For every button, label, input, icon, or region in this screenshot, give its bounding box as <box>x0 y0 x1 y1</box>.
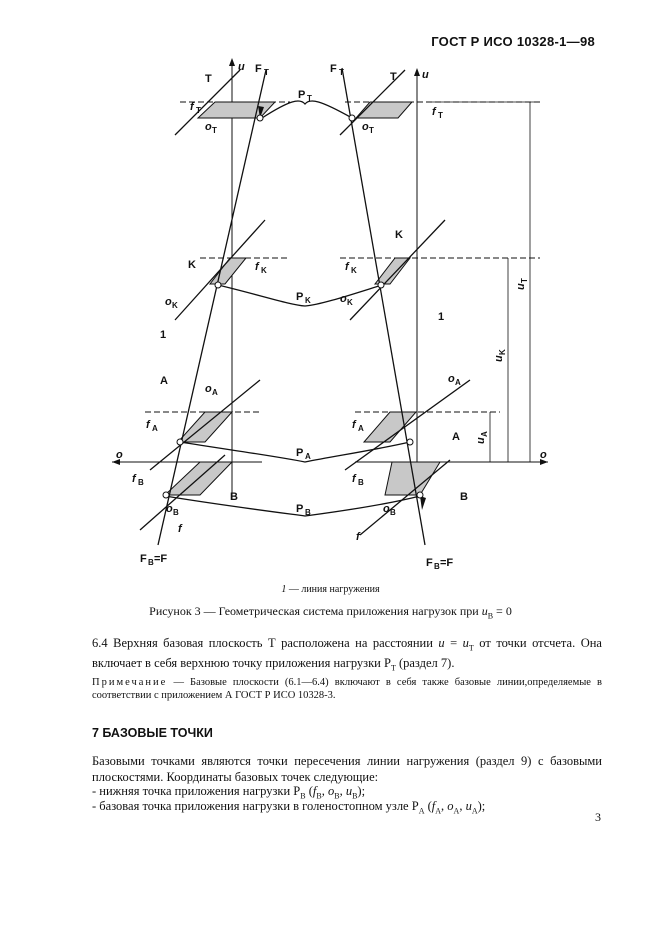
P-B-curve <box>165 496 420 516</box>
label-1-right: 1 <box>438 311 445 323</box>
label-B-right: B <box>460 491 468 503</box>
note: Примечание — Базовые плоскости (6.1—6.4) включают в себя также базовые линии,определяемые в соответствии с приложением А ГОСТ Р ИСО 10328-3. <box>92 677 602 701</box>
svg-text:f: f <box>190 101 194 113</box>
label-FT-right: F <box>330 63 337 75</box>
section-7-text: Базовыми точками являются точки пересечения линии нагружения (раздел 9) с базовыми плоскостями. Координаты базовых точек следующие: <box>92 754 602 784</box>
list-item: - базовая точка приложения нагрузки в голеностопном узле $P_A$ ($f_A$, $o_A$, $u_A$); <box>92 799 486 816</box>
svg-text:f: f <box>352 473 356 485</box>
figure-caption: Рисунок 3 — Геометрическая система приложения нагрузок при $u_B = 0$ <box>149 604 512 621</box>
section-7-title: 7 БАЗОВЫЕ ТОЧКИ <box>92 726 213 740</box>
paragraph-6-4: 6.4 Верхняя базовая плоскость Т расположена на расстоянии $u = u_T$ от точки отсчета. Она включает в себя верхнюю точку приложения нагрузки $P_T$ (раздел 7). <box>92 636 602 673</box>
label-T-right: T <box>390 71 397 83</box>
svg-text:B: B <box>138 478 144 487</box>
label-PT: P <box>298 89 306 101</box>
svg-text:=F: =F <box>154 553 168 565</box>
label-o-left: o <box>116 449 123 461</box>
label-f-left: f <box>178 523 182 535</box>
svg-text:B: B <box>173 508 179 517</box>
label-PB: P <box>296 503 304 515</box>
label-1-left: 1 <box>160 329 167 341</box>
svg-text:T: T <box>520 278 529 283</box>
label-uA: u <box>475 437 487 444</box>
svg-text:f: f <box>146 419 150 431</box>
svg-text:A: A <box>212 388 218 397</box>
plane-A-left <box>178 412 232 442</box>
label-u-right: u <box>422 69 429 81</box>
plane-T-left <box>198 102 275 118</box>
svg-text:B: B <box>148 558 154 567</box>
svg-text:K: K <box>351 266 357 275</box>
svg-text:=F: =F <box>440 557 454 569</box>
label-PA: P <box>296 447 304 459</box>
svg-text:A: A <box>358 424 364 433</box>
svg-text:T: T <box>339 68 344 77</box>
label-PK: P <box>296 291 304 303</box>
svg-text:K: K <box>347 298 353 307</box>
list-item: - нижняя точка приложения нагрузки $P_B$ ($f_B$, $o_B$, $u_B$); <box>92 784 366 801</box>
svg-text:o: o <box>166 503 173 515</box>
document-header: ГОСТ Р ИСО 10328-1—98 <box>431 34 595 49</box>
svg-text:A: A <box>455 378 461 387</box>
svg-text:T: T <box>212 126 217 135</box>
label-A-left: A <box>160 375 168 387</box>
svg-text:o: o <box>362 121 369 133</box>
label-FB-right: F <box>426 557 433 569</box>
svg-text:K: K <box>261 266 267 275</box>
P-A-curve <box>180 442 410 462</box>
svg-text:B: B <box>434 562 440 570</box>
label-uK: u <box>493 355 505 362</box>
svg-text:A: A <box>480 431 489 437</box>
svg-text:f: f <box>432 106 436 118</box>
label-T-left: T <box>205 73 212 85</box>
svg-text:T: T <box>438 111 443 120</box>
svg-text:K: K <box>172 301 178 310</box>
svg-text:o: o <box>165 296 172 308</box>
label-f-right: f <box>356 531 360 543</box>
plane-B-right <box>385 462 440 495</box>
svg-text:o: o <box>448 373 455 385</box>
page-number: 3 <box>595 810 601 824</box>
svg-text:o: o <box>205 383 212 395</box>
svg-text:A: A <box>152 424 158 433</box>
svg-text:A: A <box>305 452 311 461</box>
figure-legend: 1 — линия нагружения <box>281 584 380 595</box>
svg-text:T: T <box>307 94 312 103</box>
label-K-right: K <box>395 229 403 241</box>
svg-text:T: T <box>264 68 269 77</box>
svg-text:T: T <box>369 126 374 135</box>
svg-text:B: B <box>390 508 396 517</box>
svg-text:o: o <box>205 121 212 133</box>
label-uT: u <box>515 283 527 290</box>
svg-text:T: T <box>196 106 201 115</box>
label-K-left: K <box>188 259 196 271</box>
svg-text:f: f <box>352 419 356 431</box>
svg-text:f: f <box>255 261 259 273</box>
label-B-left: B <box>230 491 238 503</box>
svg-text:f: f <box>132 473 136 485</box>
svg-text:f: f <box>345 261 349 273</box>
label-A-right: A <box>452 431 460 443</box>
P-T-curve <box>262 101 352 118</box>
svg-text:o: o <box>383 503 390 515</box>
svg-text:K: K <box>305 296 311 305</box>
label-FT-left: F <box>255 63 262 75</box>
svg-text:B: B <box>358 478 364 487</box>
svg-text:K: K <box>498 349 507 355</box>
label-FB-left: F <box>140 553 147 565</box>
svg-text:o: o <box>340 293 347 305</box>
svg-text:B: B <box>305 508 311 517</box>
label-o-right: o <box>540 449 547 461</box>
label-u-left: u <box>238 61 245 73</box>
geometric-load-diagram <box>100 50 560 570</box>
